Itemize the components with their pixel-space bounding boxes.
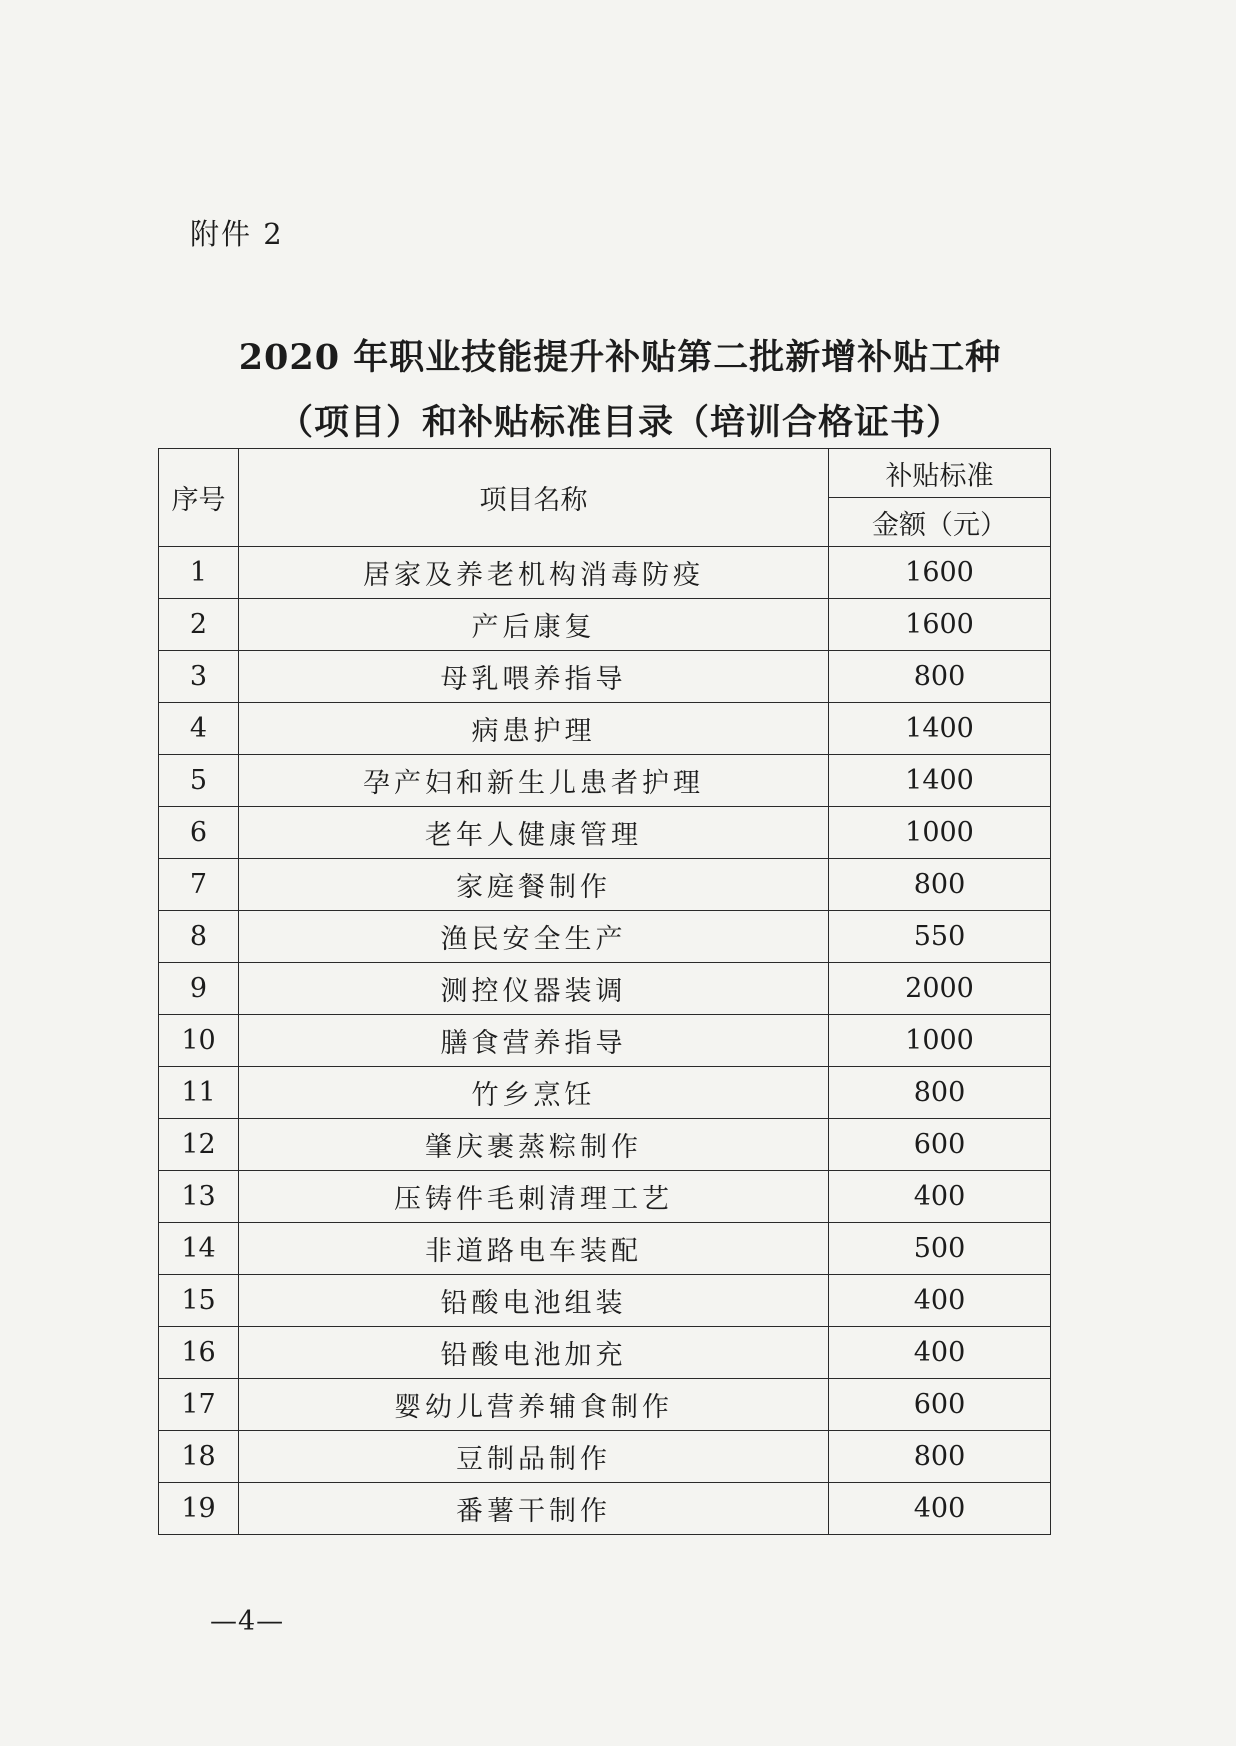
table-row	[159, 963, 1051, 1015]
row-name-cell: 家庭餐制作	[239, 859, 829, 911]
row-amount-cell: 600	[829, 1119, 1051, 1171]
row-index-cell: 3	[159, 651, 239, 703]
row-amount-cell: 400	[829, 1171, 1051, 1223]
header-amount: 金额（元）	[829, 498, 1051, 547]
row-index-cell: 1	[159, 547, 239, 599]
row-index-cell: 16	[159, 1327, 239, 1379]
row-name-cell: 压铸件毛刺清理工艺	[239, 1171, 829, 1223]
row-index-cell: 9	[159, 963, 239, 1015]
row-amount-cell: 1000	[829, 1015, 1051, 1067]
header-name: 项目名称	[239, 449, 829, 547]
row-amount-cell: 800	[829, 651, 1051, 703]
page-number: —4—	[210, 1606, 285, 1637]
row-amount-cell: 800	[829, 1431, 1051, 1483]
row-name-cell: 老年人健康管理	[239, 807, 829, 859]
subsidy-table	[158, 448, 1051, 1535]
row-index-cell: 19	[159, 1483, 239, 1535]
row-name-cell: 母乳喂养指导	[239, 651, 829, 703]
row-name-cell: 婴幼儿营养辅食制作	[239, 1379, 829, 1431]
table-row	[159, 1223, 1051, 1275]
row-index-cell: 7	[159, 859, 239, 911]
row-amount-cell: 550	[829, 911, 1051, 963]
table-row	[159, 755, 1051, 807]
row-amount-cell: 1400	[829, 703, 1051, 755]
header-index: 序号	[159, 449, 239, 547]
row-index-cell: 8	[159, 911, 239, 963]
table-row	[159, 599, 1051, 651]
row-amount-cell: 1600	[829, 547, 1051, 599]
row-name-cell: 孕产妇和新生儿患者护理	[239, 755, 829, 807]
table-row	[159, 547, 1051, 599]
table-row	[159, 651, 1051, 703]
table-row	[159, 1015, 1051, 1067]
row-name-cell: 竹乡烹饪	[239, 1067, 829, 1119]
row-amount-cell: 400	[829, 1483, 1051, 1535]
row-name-cell: 铅酸电池加充	[239, 1327, 829, 1379]
row-name-cell: 产后康复	[239, 599, 829, 651]
row-index-cell: 5	[159, 755, 239, 807]
table-row	[159, 807, 1051, 859]
row-name-cell: 居家及养老机构消毒防疫	[239, 547, 829, 599]
row-index-cell: 2	[159, 599, 239, 651]
attachment-label: 附件 2	[190, 217, 284, 251]
row-index-cell: 4	[159, 703, 239, 755]
table-row	[159, 859, 1051, 911]
row-name-cell: 番薯干制作	[239, 1483, 829, 1535]
row-amount-cell: 500	[829, 1223, 1051, 1275]
row-index-cell: 15	[159, 1275, 239, 1327]
table-row	[159, 1483, 1051, 1535]
row-amount-cell: 800	[829, 1067, 1051, 1119]
table-row	[159, 1275, 1051, 1327]
row-amount-cell: 400	[829, 1327, 1051, 1379]
row-index-cell: 14	[159, 1223, 239, 1275]
row-amount-cell: 1400	[829, 755, 1051, 807]
table-body	[159, 547, 1051, 1535]
row-name-cell: 病患护理	[239, 703, 829, 755]
row-amount-cell: 2000	[829, 963, 1051, 1015]
table-row	[159, 1379, 1051, 1431]
row-amount-cell: 400	[829, 1275, 1051, 1327]
row-name-cell: 非道路电车装配	[239, 1223, 829, 1275]
row-name-cell: 测控仪器装调	[239, 963, 829, 1015]
row-amount-cell: 800	[829, 859, 1051, 911]
row-index-cell: 11	[159, 1067, 239, 1119]
table-row	[159, 1171, 1051, 1223]
row-index-cell: 13	[159, 1171, 239, 1223]
row-index-cell: 6	[159, 807, 239, 859]
row-name-cell: 肇庆裹蒸粽制作	[239, 1119, 829, 1171]
table-row	[159, 1431, 1051, 1483]
table-header	[159, 449, 1051, 547]
row-name-cell: 渔民安全生产	[239, 911, 829, 963]
row-name-cell: 铅酸电池组装	[239, 1275, 829, 1327]
table-row	[159, 1067, 1051, 1119]
row-index-cell: 12	[159, 1119, 239, 1171]
table-row	[159, 1327, 1051, 1379]
row-amount-cell: 1000	[829, 807, 1051, 859]
document-title-line-1: 2020 年职业技能提升补贴第二批新增补贴工种	[238, 337, 1002, 378]
row-amount-cell: 1600	[829, 599, 1051, 651]
table-row	[159, 911, 1051, 963]
row-name-cell: 豆制品制作	[239, 1431, 829, 1483]
table-row	[159, 703, 1051, 755]
row-name-cell: 膳食营养指导	[239, 1015, 829, 1067]
row-amount-cell: 600	[829, 1379, 1051, 1431]
document-title-line-2: （项目）和补贴标准目录（培训合格证书）	[277, 402, 962, 443]
header-standard: 补贴标准	[829, 449, 1051, 498]
row-index-cell: 18	[159, 1431, 239, 1483]
table-row	[159, 1119, 1051, 1171]
row-index-cell: 17	[159, 1379, 239, 1431]
row-index-cell: 10	[159, 1015, 239, 1067]
